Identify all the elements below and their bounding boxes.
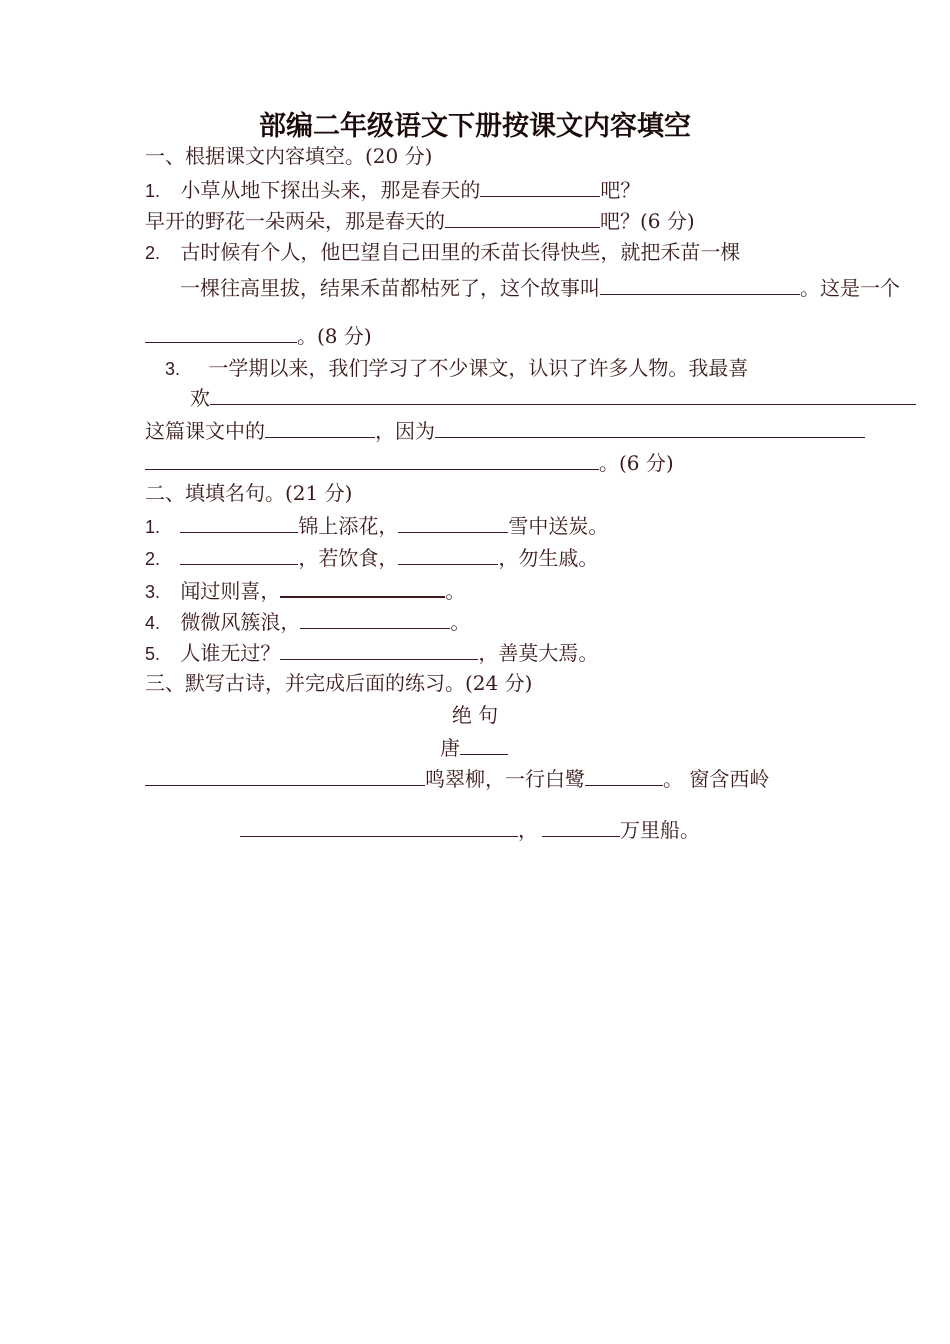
s2-item-3-text-b: 。 (445, 579, 466, 603)
s2-item-4-text-a: 微微风簇浪， (180, 610, 301, 634)
q2-line-1 (145, 239, 740, 266)
q2-blank-2[interactable] (145, 322, 297, 343)
poem-line-2-text-a: ， (518, 818, 538, 842)
q1-blank-1[interactable] (480, 176, 600, 197)
poem-blank-2[interactable] (585, 765, 663, 786)
q2-line-2 (180, 274, 900, 301)
q3-text-a: 一学期以来，我们学习了不少课文，认识了许多人物。我最喜 (208, 356, 749, 380)
q1-line-1 (145, 176, 640, 204)
q3-blank-1[interactable] (210, 384, 916, 405)
s2-item-1 (145, 512, 608, 540)
s2-item-3-text-a: 闻过则喜， (180, 579, 281, 603)
s2-item-2 (145, 544, 598, 572)
q3-text-c: 这篇课文中的 (145, 419, 265, 443)
poem-title: 绝 句 (451, 703, 499, 727)
s2-item-3-number: 3. (145, 582, 161, 602)
q3-text-d: ，因为 (375, 419, 435, 443)
q2-text-a: 古时候有个人，他巴望自己田里的禾苗长得快些，就把禾苗一棵 (180, 240, 741, 264)
s2-item-4-text-b: 。 (450, 610, 471, 634)
poem-blank-1[interactable] (145, 765, 425, 786)
poem-blank-3[interactable] (240, 816, 518, 837)
s2-item-1-number: 1. (145, 517, 161, 537)
s2-item-2-number: 2. (145, 549, 161, 569)
s2-item-1-blank-2[interactable] (398, 512, 508, 533)
q3-blank-4[interactable] (145, 449, 599, 470)
q3-line-4 (145, 449, 674, 476)
s2-item-4 (145, 608, 470, 636)
poem-author-line (440, 734, 508, 761)
s2-item-3-blank[interactable] (280, 576, 445, 598)
q3-line-3 (145, 417, 865, 444)
q2-text-b: 一棵往高里拔，结果禾苗都枯死了，这个故事叫 (180, 276, 600, 300)
q3-blank-3[interactable] (435, 417, 865, 438)
s2-item-4-blank[interactable] (300, 608, 450, 629)
s2-item-5-text-b: ，善莫大焉。 (478, 641, 599, 665)
q1-text-d: 吧？(6 分) (600, 209, 695, 233)
q3-blank-2[interactable] (265, 417, 375, 438)
s2-item-2-text-b: ，勿生戚。 (498, 546, 599, 570)
s2-item-5-text-a: 人谁无过？ (180, 641, 281, 665)
s2-item-2-blank-2[interactable] (398, 544, 498, 565)
poem-dynasty: 唐 (440, 736, 460, 760)
poem-line-1-text-b: 。 窗含西岭 (663, 767, 770, 791)
q2-blank-1[interactable] (600, 274, 800, 295)
s2-item-1-text-a: 锦上添花， (298, 514, 399, 538)
s2-item-4-number: 4. (145, 613, 161, 633)
q3-line-1 (165, 355, 748, 382)
poem-blank-4[interactable] (542, 816, 620, 837)
s2-item-5 (145, 639, 598, 667)
s2-item-3 (145, 576, 465, 605)
q1-number: 1. (145, 181, 161, 201)
page-title: 部编二年级语文下册按课文内容填空 (259, 111, 691, 142)
poem-line-2-text-b: 万里船。 (620, 818, 700, 842)
section-1-heading: 一、根据课文内容填空。(20 分) (145, 144, 433, 168)
q1-text-c: 早开的野花一朵两朵，那是春天的 (145, 209, 445, 233)
s2-item-2-blank-1[interactable] (180, 544, 298, 565)
q3-text-b: 欢 (190, 386, 210, 410)
q3-number: 3. (165, 359, 181, 379)
q1-text-b: 吧？ (600, 178, 641, 202)
s2-item-2-text-a: ，若饮食， (298, 546, 399, 570)
q1-text-a: 小草从地下探出头来，那是春天的 (180, 178, 481, 202)
poem-line-1-text-a: 鸣翠柳，一行白鹭 (425, 767, 585, 791)
s2-item-5-blank[interactable] (280, 639, 478, 660)
s2-item-1-text-b: 雪中送炭。 (508, 514, 609, 538)
section-2-heading: 二、填填名句。(21 分) (145, 481, 353, 505)
q2-text-c: 。这是一个 (800, 276, 900, 300)
poem-line-1 (145, 765, 769, 792)
poem-author-blank[interactable] (460, 734, 508, 755)
q3-line-2 (190, 384, 916, 411)
q1-blank-2[interactable] (445, 207, 600, 228)
s2-item-5-number: 5. (145, 644, 161, 664)
section-3-heading: 三、默写古诗，并完成后面的练习。(24 分) (145, 671, 533, 695)
q2-text-d: 。(8 分) (297, 324, 372, 348)
q3-text-e: 。(6 分) (599, 451, 674, 475)
poem-line-2 (240, 816, 700, 843)
q1-line-2 (145, 207, 695, 234)
s2-item-1-blank-1[interactable] (180, 512, 298, 533)
q2-number: 2. (145, 243, 161, 263)
q2-line-3 (145, 322, 372, 349)
